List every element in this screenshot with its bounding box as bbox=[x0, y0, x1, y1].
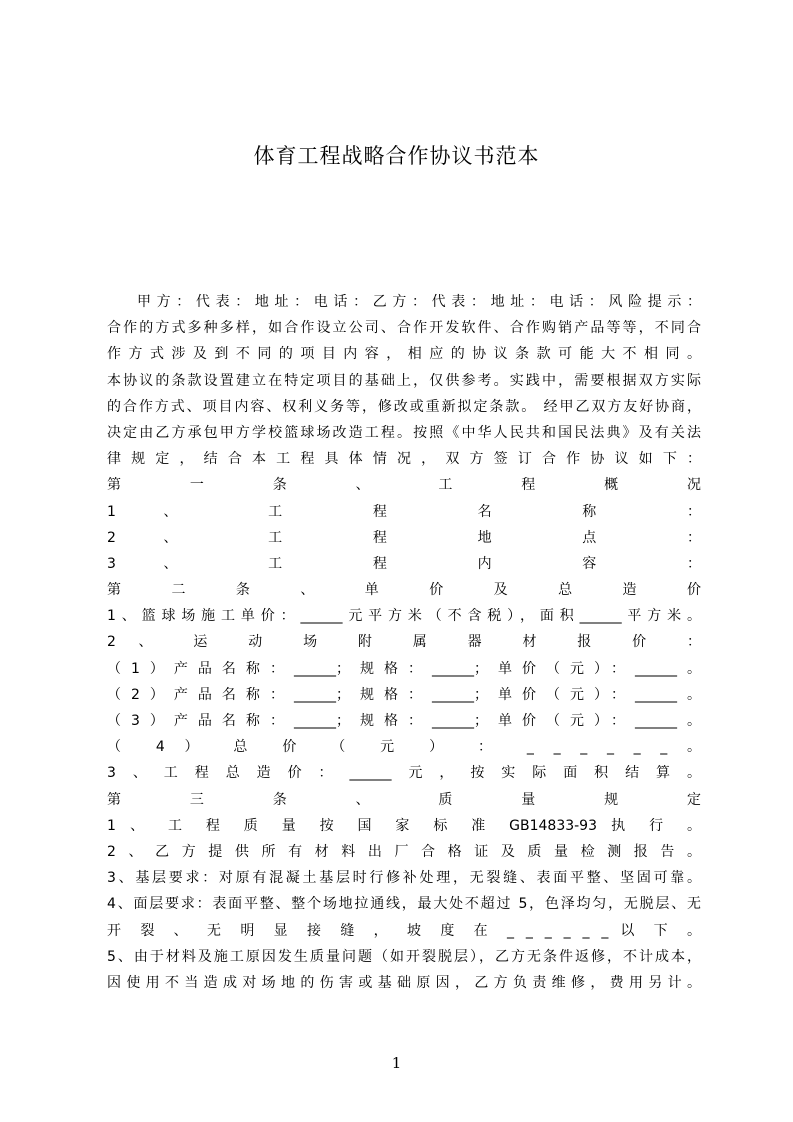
body-line: 3 、 工 程 内 容 ： bbox=[107, 555, 701, 572]
article-heading: 第 一 条 、 工 程 概 况 bbox=[107, 477, 701, 494]
body-line: （2）产品名称：______；规格：______；单价（元）：______。 bbox=[107, 686, 701, 703]
body-line: 因使用不当造成对场地的伤害或基础原因，乙方负责维修，费用另计。 bbox=[107, 974, 701, 991]
body-line: （ 4 ） 总 价 （ 元 ） ： _ _ _ _ _ _ 。 bbox=[107, 739, 701, 756]
body-line: 2、乙方提供所有材料出厂合格证及质量检测报告。 bbox=[107, 843, 701, 860]
body-line: 合作的方式多种多样，如合作设立公司、合作开发软件、合作购销产品等等，不同合 bbox=[107, 320, 701, 337]
body-line: 1 、 工 程 名 称 ： bbox=[107, 503, 701, 520]
body-line: 决定由乙方承包甲方学校篮球场改造工程。按照《中华人民共和国民法典》及有关法 bbox=[107, 424, 701, 441]
body-line: 3、基层要求：对原有混凝土基层时行修补处理，无裂缝、表面平整、坚固可靠。 bbox=[107, 870, 701, 887]
document-body bbox=[107, 289, 701, 996]
body-line: 2 、 工 程 地 点 ： bbox=[107, 529, 701, 546]
document-title: 体育工程战略合作协议书范本 bbox=[253, 144, 540, 168]
body-line: 作方式涉及到不同的项目内容，相应的协议条款可能大不相同。 bbox=[107, 346, 701, 363]
body-line: 4、面层要求：表面平整、整个场地拉通线，最大处不超过 5，色泽均匀，无脱层、无 bbox=[107, 896, 701, 913]
body-line: 本协议的条款设置建立在特定项目的基础上，仅供参考。实践中，需要根据双方实际 bbox=[107, 372, 701, 389]
body-line: 1、篮球场施工单价：______元平方米（不含税），面积______平方米。 bbox=[107, 608, 701, 625]
article-heading: 第 三 条 、 质 量 规 定 bbox=[107, 791, 701, 808]
body-line: 甲方：代表：地址：电话：乙方：代表：地址：电话：风险提示： bbox=[137, 294, 701, 310]
body-line: 5、由于材料及施工原因发生质量问题（如开裂脱层），乙方无条件返修，不计成本， bbox=[107, 948, 701, 965]
body-line: （3）产品名称：______；规格：______；单价（元）：______。 bbox=[107, 713, 701, 729]
body-line: 的合作方式、项目内容、权利义务等，修改或重新拟定条款。 经甲乙双方友好协商， bbox=[107, 398, 701, 415]
article-heading: 第 二 条 、 单 价 及 总 造 价 bbox=[107, 582, 701, 599]
body-line: （1）产品名称：______；规格：______；单价（元）：______。 bbox=[107, 660, 701, 677]
page-number: 1 bbox=[391, 1054, 402, 1072]
body-line: 1 、 工 程 质 量 按 国 家 标 准 GB14833-93 执 行 。 bbox=[107, 817, 701, 834]
body-line: 2 、 运 动 场 附 属 器 材 报 价 ： bbox=[107, 634, 701, 651]
body-line: 3、工程总造价：______元，按实际面积结算。 bbox=[107, 765, 701, 782]
body-line: 开 裂 、 无 明 显 接 缝 ， 坡 度 在 _ _ _ _ _ _ 以 下 。 bbox=[107, 922, 701, 939]
body-line: 律规定，结合本工程具体情况，双方签订合作协议如下： bbox=[107, 451, 701, 468]
